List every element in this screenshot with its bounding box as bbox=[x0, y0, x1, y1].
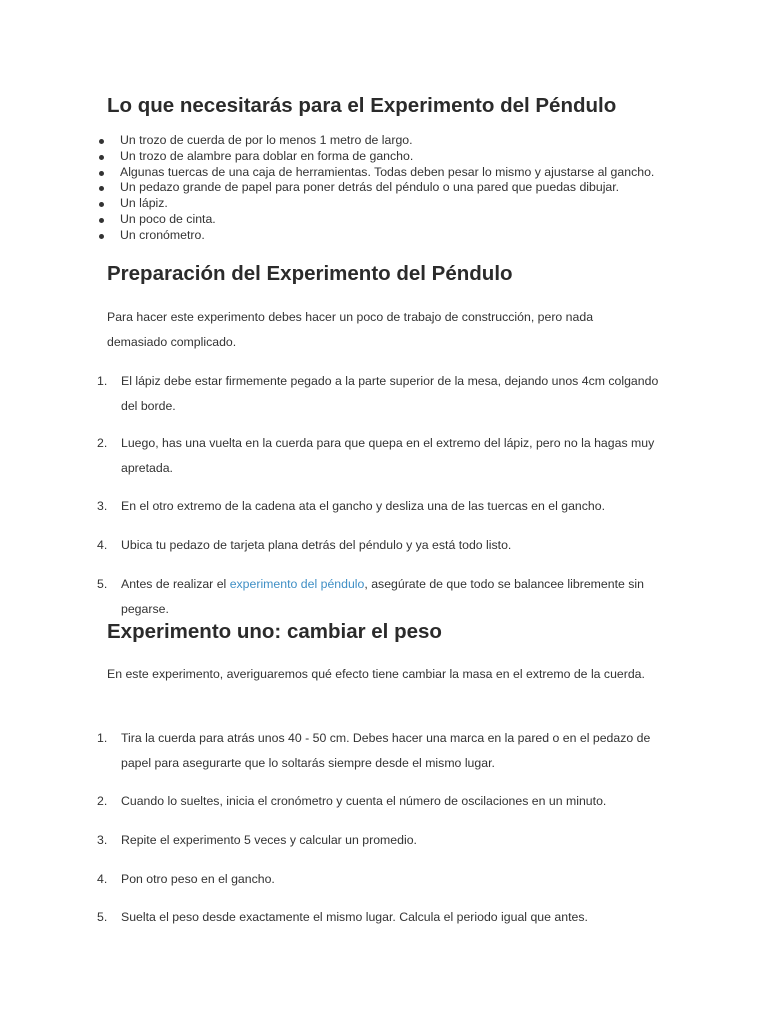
list-item bbox=[97, 867, 666, 892]
list-item bbox=[97, 431, 666, 481]
step-number: 1. bbox=[97, 374, 108, 388]
list-item: Algunas tuercas de una caja de herramientas. Todas deben pesar lo mismo y ajustarse al gancho. bbox=[120, 165, 665, 181]
step-number: 5. bbox=[97, 910, 108, 924]
step-text-after: , asegúrate de que todo se balancee libremente sin pegarse. bbox=[121, 577, 644, 616]
heading-experiment-one: Experimento uno: cambiar el peso bbox=[107, 620, 442, 643]
step-number: 3. bbox=[97, 833, 108, 847]
heading-preparation: Preparación del Experimento del Péndulo bbox=[107, 262, 513, 285]
heading-materials: Lo que necesitarás para el Experimento del Péndulo bbox=[107, 94, 617, 117]
step-text: Pon otro peso en el gancho. bbox=[121, 872, 275, 886]
step-text-before: Antes de realizar el bbox=[121, 577, 230, 591]
step-number: 1. bbox=[97, 731, 108, 745]
step-number: 5. bbox=[97, 577, 108, 591]
list-item: Un cronómetro. bbox=[120, 228, 665, 244]
list-item: Un pedazo grande de papel para poner detrás del péndulo o una pared que puedas dibujar. bbox=[120, 180, 665, 196]
step-text: En el otro extremo de la cadena ata el gancho y desliza una de las tuercas en el gancho. bbox=[121, 499, 605, 513]
list-item bbox=[97, 533, 666, 558]
step-text: Repite el experimento 5 veces y calcular un promedio. bbox=[121, 833, 417, 847]
list-item bbox=[97, 572, 666, 622]
step-text: Luego, has una vuelta en la cuerda para que quepa en el extremo del lápiz, pero no la hagas muy apretada. bbox=[121, 436, 655, 475]
list-item bbox=[97, 494, 666, 519]
step-text: Suelta el peso desde exactamente el mismo lugar. Calcula el periodo igual que antes. bbox=[121, 910, 588, 924]
step-number: 2. bbox=[97, 794, 108, 808]
step-number: 4. bbox=[97, 538, 108, 552]
experiment-intro: En este experimento, averiguaremos qué efecto tiene cambiar la masa en el extremo de la cuerda. bbox=[107, 667, 645, 681]
step-text: Cuando lo sueltes, inicia el cronómetro y cuenta el número de oscilaciones en un minuto. bbox=[121, 794, 607, 808]
preparation-intro: Para hacer este experimento debes hacer un poco de trabajo de construcción, pero nada demasiado complicado. bbox=[107, 310, 594, 349]
list-item: Un lápiz. bbox=[120, 196, 665, 212]
step-text: El lápiz debe estar firmemente pegado a la parte superior de la mesa, dejando unos 4cm colgando del borde. bbox=[121, 374, 659, 413]
materials-list bbox=[120, 133, 665, 244]
step-number: 2. bbox=[97, 436, 108, 450]
list-item bbox=[97, 726, 666, 776]
list-item bbox=[97, 905, 666, 930]
list-item bbox=[97, 789, 666, 814]
list-item bbox=[97, 828, 666, 853]
pendulum-experiment-link[interactable]: experimento del péndulo bbox=[229, 577, 365, 591]
list-item: Un poco de cinta. bbox=[120, 212, 665, 228]
step-number: 4. bbox=[97, 872, 108, 886]
list-item: Un trozo de alambre para doblar en forma de gancho. bbox=[120, 149, 665, 165]
step-text: Tira la cuerda para atrás unos 40 - 50 cm. Debes hacer una marca en la pared o en el pedazo de papel para asegurarte que lo soltarás siempre desde el mismo lugar. bbox=[121, 731, 651, 770]
step-number: 3. bbox=[97, 499, 108, 513]
list-item bbox=[97, 369, 666, 419]
step-text: Ubica tu pedazo de tarjeta plana detrás del péndulo y ya está todo listo. bbox=[121, 538, 512, 552]
list-item: Un trozo de cuerda de por lo menos 1 metro de largo. bbox=[120, 133, 665, 149]
